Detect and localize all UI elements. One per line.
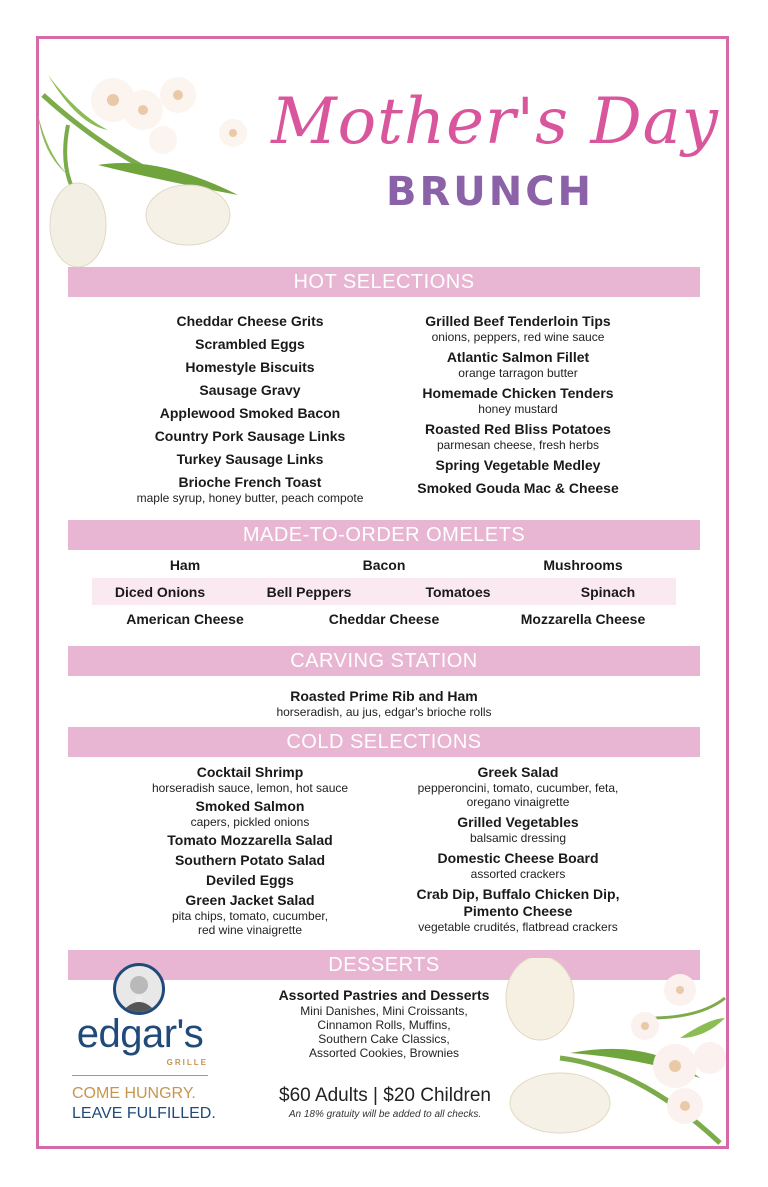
menu-item: Cheddar Cheese Grits: [176, 313, 324, 329]
menu-item-desc: honey mustard: [478, 402, 558, 416]
omelet-item: Cheddar Cheese: [328, 611, 440, 627]
omelet-item: Tomatoes: [425, 584, 491, 600]
menu-item: Sausage Gravy: [199, 382, 301, 398]
menu-item-desc: parmesan cheese, fresh herbs: [436, 438, 600, 452]
title-mothers-day: Mother's Day: [271, 85, 719, 159]
menu-item: Smoked Gouda Mac & Cheese: [417, 480, 619, 496]
flower-decoration-top-left: [38, 55, 268, 270]
flower-decoration-bottom-right: [500, 958, 730, 1148]
menu-item: Greek Salad: [477, 764, 559, 780]
menu-item-desc: assorted crackers: [470, 867, 566, 881]
omelet-item: Ham: [169, 557, 201, 573]
menu-item-desc: orange tarragon butter: [458, 366, 578, 380]
menu-item-desc: red wine vinaigrette: [197, 923, 303, 937]
omelet-row: [92, 578, 676, 605]
menu-item: Homemade Chicken Tenders: [422, 385, 614, 401]
carving-block: [184, 688, 584, 719]
menu-item-desc: Southern Cake Classics,: [318, 1032, 450, 1046]
section-heading-cold: COLD SELECTIONS: [68, 727, 700, 757]
menu-item-desc: horseradish sauce, lemon, hot sauce: [151, 781, 349, 795]
menu-item: Brioche French Toast: [178, 474, 322, 490]
hot-right-column: [378, 313, 658, 497]
section-heading-carving: CARVING STATION: [68, 646, 700, 676]
menu-item: Domestic Cheese Board: [437, 850, 599, 866]
cold-right-column: [378, 764, 658, 934]
section-heading-hot: HOT SELECTIONS: [68, 267, 700, 297]
brand-subtitle: GRILLE: [166, 1058, 208, 1067]
menu-item: Grilled Beef Tenderloin Tips: [425, 313, 611, 329]
hot-left-column: [110, 313, 390, 505]
menu-item-desc: Mini Danishes, Mini Croissants,: [300, 1004, 468, 1018]
omelet-item: Mozzarella Cheese: [520, 611, 646, 627]
menu-item: Crab Dip, Buffalo Chicken Dip,: [416, 886, 620, 902]
cold-left-column: [110, 764, 390, 937]
omelet-row: [92, 605, 676, 632]
menu-item: Scrambled Eggs: [195, 336, 305, 352]
menu-item-desc: Assorted Cookies, Brownies: [308, 1046, 460, 1060]
menu-item: Cocktail Shrimp: [196, 764, 304, 780]
menu-item-desc: pepperoncini, tomato, cucumber, feta,: [417, 781, 619, 795]
menu-item: Turkey Sausage Links: [176, 451, 324, 467]
menu-item-desc: capers, pickled onions: [190, 815, 310, 829]
menu-item: Homestyle Biscuits: [185, 359, 315, 375]
menu-item-desc: oregano vinaigrette: [466, 795, 570, 809]
section-heading-omelets: MADE-TO-ORDER OMELETS: [68, 520, 700, 550]
divider: [72, 1075, 208, 1076]
tagline-come-hungry: COME HUNGRY.: [72, 1085, 196, 1102]
menu-item: Spring Vegetable Medley: [435, 457, 601, 473]
menu-item: Country Pork Sausage Links: [154, 428, 346, 444]
logo-portrait-icon: [113, 963, 165, 1015]
desserts-block: [234, 987, 534, 1060]
menu-item: Applewood Smoked Bacon: [159, 405, 341, 421]
menu-item: Tomato Mozzarella Salad: [167, 832, 333, 848]
menu-item: Atlantic Salmon Fillet: [446, 349, 590, 365]
menu-item: Assorted Pastries and Desserts: [278, 987, 490, 1003]
menu-item-desc: horseradish, au jus, edgar's brioche rolls: [276, 705, 492, 719]
menu-item: Green Jacket Salad: [185, 892, 315, 908]
menu-item-desc: pita chips, tomato, cucumber,: [171, 909, 329, 923]
gratuity-note: An 18% gratuity will be added to all checks.: [288, 1109, 482, 1120]
menu-item: Deviled Eggs: [206, 872, 294, 888]
menu-item: Roasted Prime Rib and Ham: [290, 688, 478, 704]
menu-item-desc: vegetable crudités, flatbread crackers: [418, 920, 618, 934]
omelet-item: Mushrooms: [543, 557, 623, 573]
menu-item: Grilled Vegetables: [457, 814, 579, 830]
omelet-item: Diced Onions: [114, 584, 206, 600]
menu-item-desc: Cinnamon Rolls, Muffins,: [317, 1018, 451, 1032]
omelet-item: Bell Peppers: [266, 584, 352, 600]
menu-item-desc: onions, peppers, red wine sauce: [431, 330, 605, 344]
menu-item: Southern Potato Salad: [174, 852, 326, 868]
omelet-row: [92, 551, 676, 578]
menu-item-desc: maple syrup, honey butter, peach compote: [136, 491, 364, 505]
menu-item: Pimento Cheese: [463, 903, 573, 919]
pricing: $60 Adults | $20 Children: [279, 1085, 491, 1106]
menu-item: Smoked Salmon: [195, 798, 305, 814]
menu-item-desc: balsamic dressing: [469, 831, 567, 845]
title-brunch: BRUNCH: [385, 169, 595, 215]
tagline-leave-fulfilled: LEAVE FULFILLED.: [72, 1105, 216, 1122]
brand-name: edgar's: [76, 1012, 204, 1056]
omelet-item: Bacon: [362, 557, 406, 573]
omelet-item: Spinach: [580, 584, 636, 600]
menu-item: Roasted Red Bliss Potatoes: [425, 421, 611, 437]
omelet-item: American Cheese: [126, 611, 244, 627]
section-heading-desserts: DESSERTS: [68, 950, 700, 980]
